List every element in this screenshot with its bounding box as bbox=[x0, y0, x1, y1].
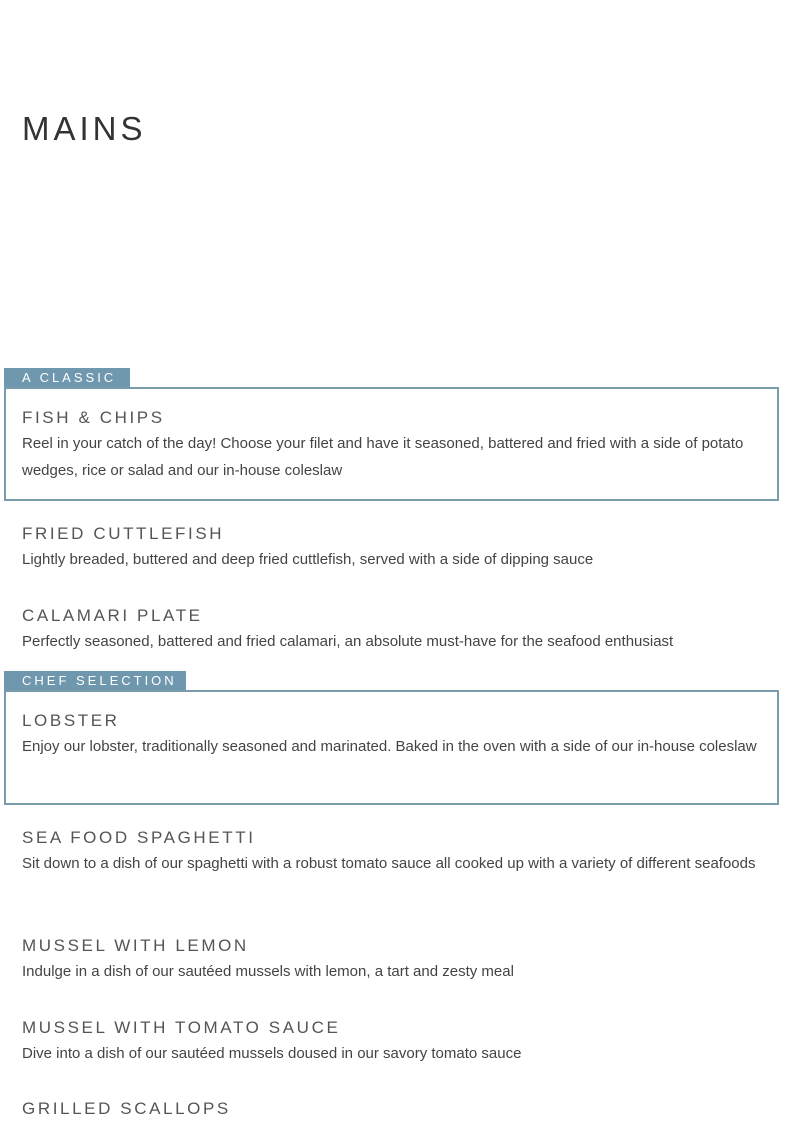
menu-item-name: LOBSTER bbox=[22, 711, 120, 730]
menu-item-name: MUSSEL WITH LEMON bbox=[22, 936, 249, 955]
menu-item-mussel-with-lemon bbox=[22, 935, 767, 985]
menu-item-name: GRILLED SCALLOPS bbox=[22, 1099, 231, 1118]
menu-item-calamari-plate bbox=[22, 605, 767, 655]
menu-item-lobster bbox=[22, 710, 767, 760]
menu-item-description: Sit down to a dish of our spaghetti with a robust tomato sauce all cooked up with a variety of different seafoods bbox=[22, 855, 756, 872]
menu-item-name: FRIED CUTTLEFISH bbox=[22, 524, 225, 543]
menu-item-description: Dive into a dish of our sautéed mussels doused in our savory tomato sauce bbox=[22, 1045, 522, 1062]
menu-item-description: Indulge in a dish of our sautéed mussels with lemon, a tart and zesty meal bbox=[22, 963, 514, 980]
menu-item-description: Enjoy our lobster, traditionally seasoned and marinated. Baked in the oven with a side of our in-house coleslaw bbox=[22, 738, 757, 755]
menu-item-fish-and-chips bbox=[22, 407, 767, 484]
menu-item-name: MUSSEL WITH TOMATO SAUCE bbox=[22, 1018, 341, 1037]
menu-item-grilled-scallops bbox=[22, 1098, 767, 1120]
menu-item-name: FISH & CHIPS bbox=[22, 408, 165, 427]
menu-item-seafood-spaghetti bbox=[22, 827, 767, 877]
menu-item-fried-cuttlefish bbox=[22, 523, 767, 573]
menu-item-name: CALAMARI PLATE bbox=[22, 606, 203, 625]
menu-item-name: SEA FOOD SPAGHETTI bbox=[22, 828, 256, 847]
menu-item-description: Perfectly seasoned, battered and fried calamari, an absolute must-have for the seafood enthusiast bbox=[22, 633, 674, 650]
featured-tag-classic: A CLASSIC bbox=[4, 368, 130, 388]
menu-item-description: Lightly breaded, buttered and deep fried cuttlefish, served with a side of dipping sauce bbox=[22, 551, 594, 568]
menu-item-mussel-with-tomato-sauce bbox=[22, 1017, 767, 1067]
page-title: MAINS bbox=[22, 110, 147, 147]
menu-item-description: Reel in your catch of the day! Choose your filet and have it seasoned, battered and fried with a side of potato wedges, rice or salad and our in-house coleslaw bbox=[22, 435, 744, 479]
featured-tag-chef-selection: CHEF SELECTION bbox=[4, 671, 186, 691]
